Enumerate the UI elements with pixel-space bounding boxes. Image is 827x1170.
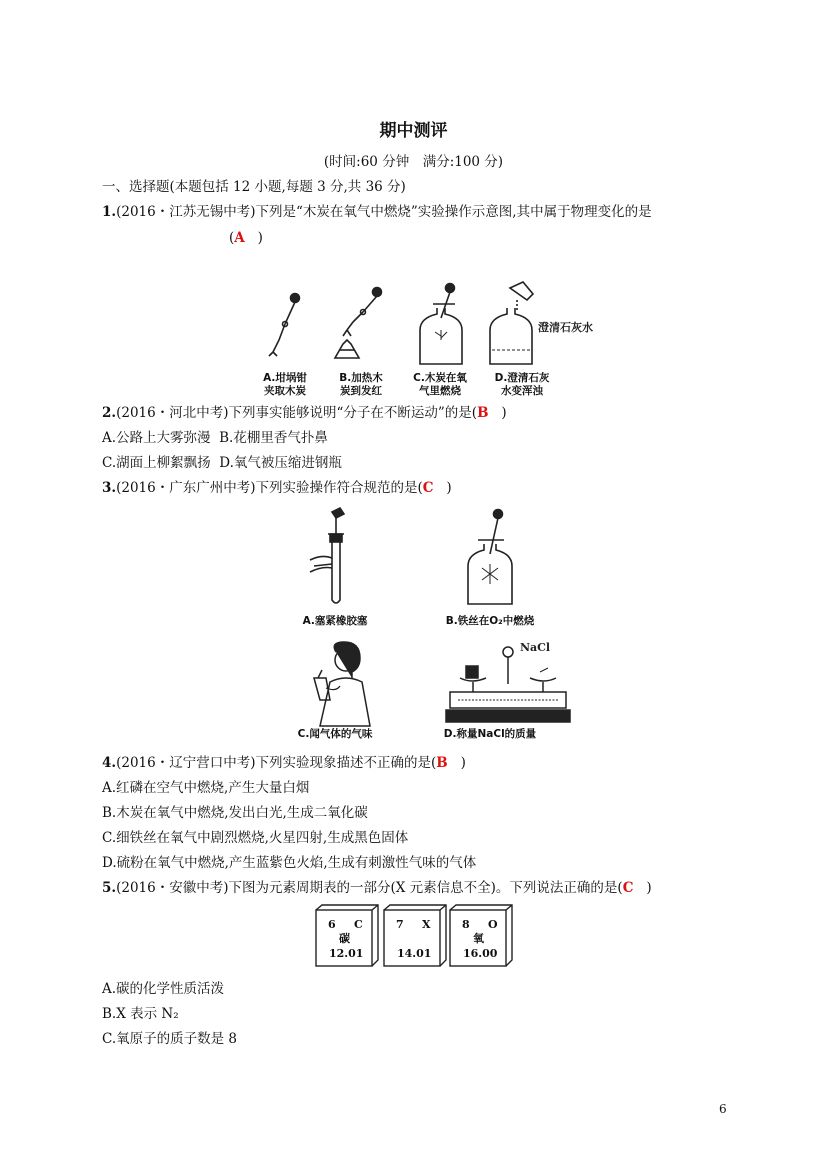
element-name: 氧 [473, 932, 484, 945]
figure-caption-a: A.坩埚钳 夹取木炭 [263, 372, 307, 397]
lab-operation-figure-bottom [290, 638, 570, 726]
question-5: 5.(2016・安徽中考)下图为元素周期表的一部分(X 元素信息不全)。下列说法正确的是(C ) [102, 880, 652, 896]
option-b: B.X 表示 N₂ [102, 1006, 179, 1022]
section-heading: 一、选择题(本题包括 12 小题,每题 3 分,共 36 分) [102, 179, 406, 195]
question-2: 2.(2016・河北中考)下列事实能够说明“分子在不断运动”的是(B ) [102, 405, 507, 421]
exam-subtitle: (时间:60 分钟 满分:100 分) [323, 154, 504, 170]
question-1 [102, 203, 652, 221]
element-number: 7 [396, 918, 404, 931]
element-symbol: O [488, 918, 498, 931]
element-name: 碳 [339, 932, 350, 945]
limewater-bottle-diagram [490, 282, 533, 364]
alcohol-lamp-diagram [335, 288, 382, 359]
element-mass: 16.00 [463, 947, 498, 960]
question-4: 4.(2016・辽宁营口中考)下列实验现象描述不正确的是(B ) [102, 755, 466, 771]
answer-line-1: (A ) [229, 230, 263, 246]
element-symbol: C [354, 918, 363, 931]
element-number: 8 [462, 918, 470, 931]
answer-mark: C [422, 480, 434, 496]
figure-caption-d: D.称量NaCl的质量 [443, 728, 537, 740]
question-text: (2016・江苏无锡中考)下列是“木炭在氧气中燃烧”实验操作示意图,其中属于物理变化的是 [116, 204, 652, 220]
options-row: A.公路上大雾弥漫 B.花棚里香气扑鼻 [102, 430, 328, 446]
periodic-table-fragment [314, 904, 518, 970]
crucible-tongs-diagram [269, 294, 300, 357]
person-smelling-diagram [314, 642, 370, 726]
charcoal-experiment-figure [255, 278, 593, 370]
element-symbol: X [422, 918, 431, 931]
balance-scale-diagram [446, 647, 570, 722]
figure-caption-d: D.澄清石灰 水变浑浊 [494, 372, 550, 397]
page-title: 期中测评 [379, 121, 448, 141]
figure-caption-a: A.塞紧橡胶塞 [302, 615, 368, 627]
limewater-label: 澄清石灰水 [538, 321, 593, 334]
element-number: 6 [328, 918, 336, 931]
figure-caption-b: B.铁丝在O₂中燃烧 [445, 615, 535, 627]
element-mass: 12.01 [329, 947, 364, 960]
figure-caption-c: C.木炭在氧 气里燃烧 [413, 372, 467, 397]
answer-mark: B [436, 755, 448, 771]
option-a: A.碳的化学性质活泼 [102, 981, 225, 997]
option-d: D.硫粉在氧气中燃烧,产生蓝紫色火焰,生成有刺激性气味的气体 [102, 855, 477, 871]
answer-mark: A [234, 230, 245, 246]
option-b: B.木炭在氧气中燃烧,发出白光,生成二氧化碳 [102, 805, 368, 821]
test-tube-stopper-diagram [310, 508, 344, 603]
iron-wire-bottle-diagram [468, 510, 512, 605]
gas-bottle-burning-diagram [420, 284, 462, 365]
option-c: C.细铁丝在氧气中剧烈燃烧,火星四射,生成黑色固体 [102, 830, 409, 846]
answer-mark: B [477, 405, 489, 421]
figure-caption-c: C.闻气体的气味 [297, 728, 373, 740]
element-mass: 14.01 [397, 947, 432, 960]
question-3: 3.(2016・广东广州中考)下列实验操作符合规范的是(C ) [102, 480, 452, 496]
page-number: 6 [719, 1102, 727, 1116]
question-number: 1. [102, 204, 117, 220]
nacl-label: NaCl [520, 641, 551, 654]
option-a: A.红磷在空气中燃烧,产生大量白烟 [102, 780, 310, 796]
option-c: C.氧原子的质子数是 8 [102, 1031, 238, 1047]
lab-operation-figure-top [300, 506, 570, 614]
figure-caption-b: B.加热木 炭到发红 [339, 372, 383, 397]
options-row: C.湖面上柳絮飘扬 D.氧气被压缩进钢瓶 [102, 455, 342, 471]
answer-mark: C [622, 880, 634, 896]
